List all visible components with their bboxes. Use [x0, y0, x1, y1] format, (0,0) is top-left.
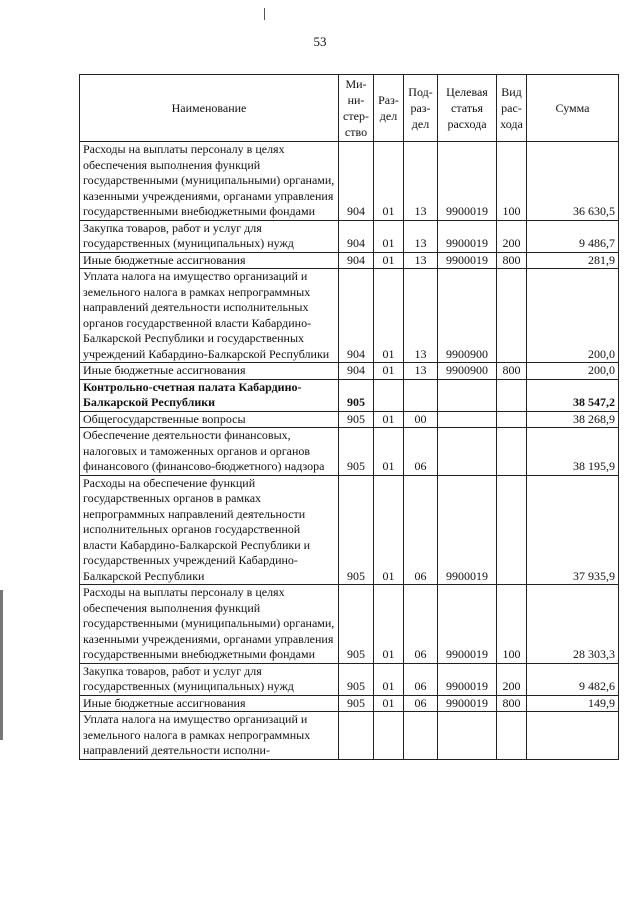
cell-sum: 28 303,3 [527, 585, 619, 664]
header-sum-text: Сумма [555, 101, 590, 115]
cell-section: 01 [374, 252, 404, 269]
cell-subsection [404, 712, 438, 760]
cell-subsection: 06 [404, 428, 438, 476]
cell-section: 01 [374, 428, 404, 476]
scan-mark [264, 8, 265, 20]
cell-name: Общегосударственные вопросы [80, 411, 339, 428]
cell-target: 9900019 [438, 695, 497, 712]
table-row [80, 411, 619, 428]
cell-type [497, 712, 527, 760]
cell-ministry: 905 [339, 428, 374, 476]
cell-type [497, 411, 527, 428]
cell-section: 01 [374, 220, 404, 252]
cell-ministry: 905 [339, 695, 374, 712]
cell-ministry [339, 712, 374, 760]
cell-sum: 9 486,7 [527, 220, 619, 252]
cell-name: Расходы на выплаты персоналу в целях обеспечения выполнения функций государственными (муниципальными) органами, казенными учреждениями, органами управления государственными внебюджетными фондами [80, 585, 339, 664]
scan-edge-mark [0, 590, 3, 740]
table-row [80, 252, 619, 269]
table-row [80, 585, 619, 664]
cell-type [497, 379, 527, 411]
header-ministry-text: Ми- ни- стер- ство [343, 77, 369, 139]
table-row [80, 363, 619, 380]
table-body [80, 142, 619, 760]
cell-name: Иные бюджетные ассигнования [80, 252, 339, 269]
cell-section [374, 379, 404, 411]
cell-type: 200 [497, 663, 527, 695]
cell-name: Иные бюджетные ассигнования [80, 363, 339, 380]
cell-subsection: 06 [404, 585, 438, 664]
cell-section: 01 [374, 363, 404, 380]
cell-ministry: 905 [339, 475, 374, 585]
cell-subsection: 06 [404, 475, 438, 585]
cell-section: 01 [374, 585, 404, 664]
cell-type: 800 [497, 363, 527, 380]
cell-target: 9900019 [438, 220, 497, 252]
cell-ministry: 904 [339, 142, 374, 221]
cell-section: 01 [374, 269, 404, 363]
cell-target: 9900900 [438, 363, 497, 380]
cell-sum: 281,9 [527, 252, 619, 269]
cell-sum: 37 935,9 [527, 475, 619, 585]
cell-name: Закупка товаров, работ и услуг для государственных (муниципальных) нужд [80, 220, 339, 252]
table-header-row [80, 75, 619, 142]
cell-name: Закупка товаров, работ и услуг для государственных (муниципальных) нужд [80, 663, 339, 695]
cell-ministry: 905 [339, 585, 374, 664]
cell-target [438, 712, 497, 760]
header-type [497, 75, 527, 142]
table-row [80, 475, 619, 585]
cell-type [497, 269, 527, 363]
cell-name: Уплата налога на имущество организаций и земельного налога в рамках непрограммных направлений деятельности исполни- [80, 712, 339, 760]
cell-sum: 38 195,9 [527, 428, 619, 476]
header-name [80, 75, 339, 142]
table-row [80, 712, 619, 760]
cell-name: Контрольно-счетная палата Кабардино-Балкарской Республики [80, 379, 339, 411]
cell-sum: 38 268,9 [527, 411, 619, 428]
cell-section: 01 [374, 142, 404, 221]
cell-type: 100 [497, 585, 527, 664]
cell-ministry: 904 [339, 363, 374, 380]
cell-subsection: 13 [404, 269, 438, 363]
cell-ministry: 905 [339, 379, 374, 411]
cell-name: Расходы на выплаты персоналу в целях обеспечения выполнения функций государственными (муниципальными) органами, казенными учреждениями, органами управления государственными внебюджетными фондами [80, 142, 339, 221]
cell-name: Уплата налога на имущество организаций и земельного налога в рамках непрограммных направлений деятельности исполнительных органов государственной власти Кабардино-Балкарской Республики и государственных учреждений Кабардино-Балкарской Республики [80, 269, 339, 363]
table-row [80, 269, 619, 363]
cell-name: Расходы на обеспечение функций государственных органов в рамках непрограммных направлений деятельности исполнительных органов государственной власти Кабардино-Балкарской Республики и государственных учреждений Кабардино-Балкарской Республики [80, 475, 339, 585]
cell-sum [527, 712, 619, 760]
cell-target: 9900019 [438, 585, 497, 664]
cell-type [497, 428, 527, 476]
cell-subsection: 06 [404, 695, 438, 712]
header-target [438, 75, 497, 142]
cell-section: 01 [374, 475, 404, 585]
cell-type: 800 [497, 252, 527, 269]
cell-ministry: 904 [339, 252, 374, 269]
header-target-text: Целевая статья расхода [446, 85, 488, 131]
cell-subsection: 06 [404, 663, 438, 695]
cell-sum: 200,0 [527, 269, 619, 363]
cell-sum: 9 482,6 [527, 663, 619, 695]
header-sum [527, 75, 619, 142]
cell-section: 01 [374, 695, 404, 712]
cell-target: 9900019 [438, 252, 497, 269]
cell-ministry: 904 [339, 269, 374, 363]
cell-ministry: 905 [339, 663, 374, 695]
cell-section: 01 [374, 411, 404, 428]
cell-name: Иные бюджетные ассигнования [80, 695, 339, 712]
header-section [374, 75, 404, 142]
cell-target: 9900019 [438, 663, 497, 695]
cell-subsection [404, 379, 438, 411]
cell-target [438, 379, 497, 411]
cell-subsection: 13 [404, 220, 438, 252]
header-type-text: Вид рас- хода [500, 85, 523, 131]
cell-section [374, 712, 404, 760]
table-row [80, 663, 619, 695]
cell-target: 9900900 [438, 269, 497, 363]
page-number: 53 [313, 34, 327, 49]
table-row [80, 428, 619, 476]
cell-type: 200 [497, 220, 527, 252]
table-row [80, 379, 619, 411]
header-name-text: Наименование [171, 101, 247, 115]
cell-ministry: 904 [339, 220, 374, 252]
table-row [80, 220, 619, 252]
cell-sum: 149,9 [527, 695, 619, 712]
cell-type: 100 [497, 142, 527, 221]
cell-type [497, 475, 527, 585]
cell-subsection: 00 [404, 411, 438, 428]
cell-subsection: 13 [404, 142, 438, 221]
header-subsection-text: Под- раз- дел [408, 85, 433, 131]
cell-subsection: 13 [404, 363, 438, 380]
cell-target: 9900019 [438, 475, 497, 585]
cell-type: 800 [497, 695, 527, 712]
cell-name: Обеспечение деятельности финансовых, налоговых и таможенных органов и органов финансового (финансово-бюджетного) надзора [80, 428, 339, 476]
cell-sum: 38 547,2 [527, 379, 619, 411]
header-subsection [404, 75, 438, 142]
cell-sum: 36 630,5 [527, 142, 619, 221]
cell-target [438, 428, 497, 476]
cell-section: 01 [374, 663, 404, 695]
budget-table [79, 74, 619, 760]
table-row [80, 695, 619, 712]
cell-subsection: 13 [404, 252, 438, 269]
header-ministry [339, 75, 374, 142]
cell-target [438, 411, 497, 428]
cell-ministry: 905 [339, 411, 374, 428]
cell-target: 9900019 [438, 142, 497, 221]
cell-sum: 200,0 [527, 363, 619, 380]
header-section-text: Раз- дел [378, 93, 399, 123]
table-row [80, 142, 619, 221]
